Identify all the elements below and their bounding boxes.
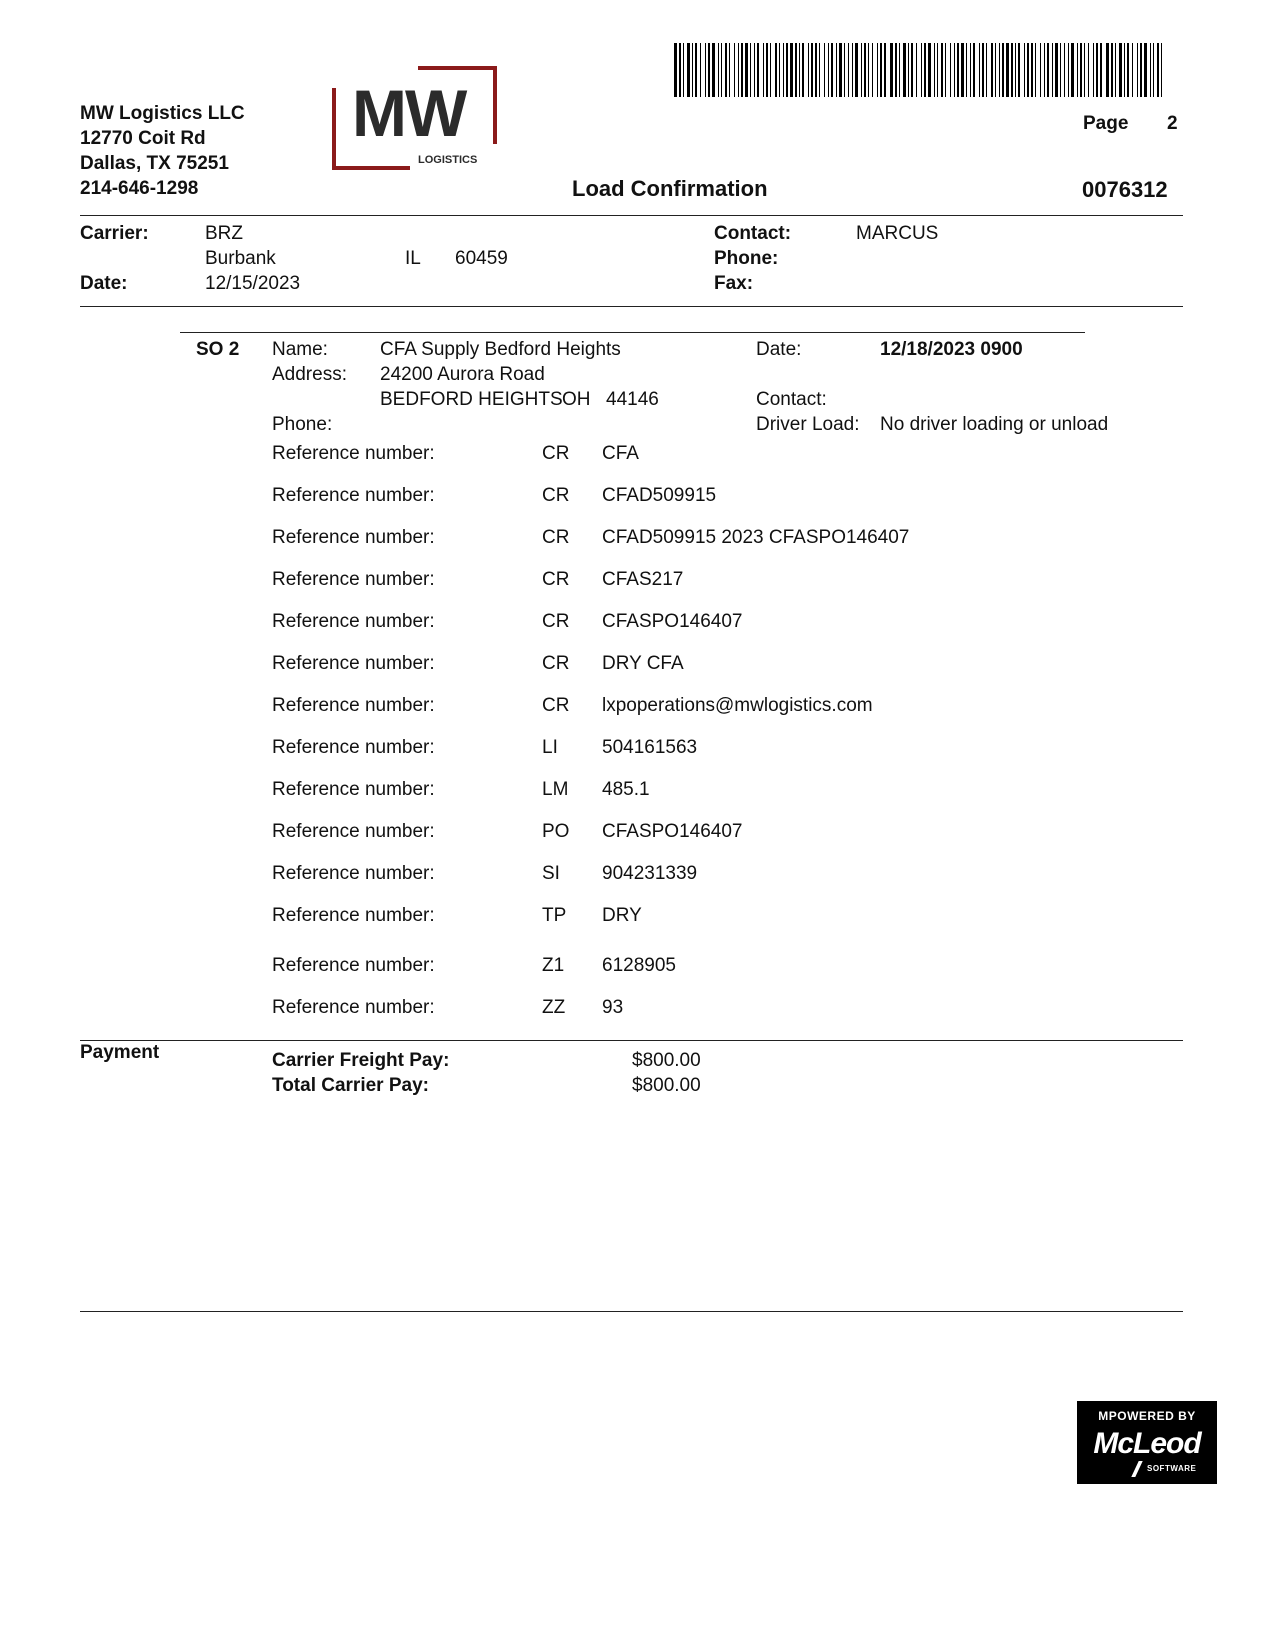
carrier-divider <box>80 306 1183 307</box>
reference-label: Reference number: <box>272 653 435 674</box>
reference-value: 504161563 <box>602 737 698 758</box>
stop-date: 12/18/2023 0900 <box>880 339 1023 360</box>
badge-brand: McLeod <box>1093 1427 1201 1460</box>
stop-date-label: Date: <box>756 339 802 360</box>
reference-label: Reference number: <box>272 527 435 548</box>
reference-label: Reference number: <box>272 695 435 716</box>
reference-value: 6128905 <box>602 955 676 976</box>
reference-label: Reference number: <box>272 569 435 590</box>
stop-name: CFA Supply Bedford Heights <box>380 339 621 360</box>
mcleod-badge <box>1077 1401 1217 1484</box>
reference-label: Reference number: <box>272 611 435 632</box>
stop-address-label: Address: <box>272 364 347 385</box>
stop-address1: 24200 Aurora Road <box>380 364 545 385</box>
reference-code: LM <box>542 779 569 800</box>
driver-load-label: Driver Load: <box>756 414 860 435</box>
stop-name-label: Name: <box>272 339 328 360</box>
reference-code: PO <box>542 821 570 842</box>
reference-label: Reference number: <box>272 905 435 926</box>
carrier-city: Burbank <box>205 248 276 269</box>
reference-value: CFAD509915 2023 CFASPO146407 <box>602 527 910 548</box>
reference-value: 485.1 <box>602 779 650 800</box>
reference-value: 904231339 <box>602 863 698 884</box>
stop-city: BEDFORD HEIGHTS <box>380 389 563 410</box>
badge-slash-icon <box>1131 1461 1142 1477</box>
stop-zip: 44146 <box>606 389 659 410</box>
reference-code: CR <box>542 527 570 548</box>
reference-value: 93 <box>602 997 624 1018</box>
reference-code: CR <box>542 611 570 632</box>
freight-pay-value: $800.00 <box>632 1050 701 1071</box>
reference-code: Z1 <box>542 955 565 976</box>
reference-value: CFASPO146407 <box>602 821 743 842</box>
reference-value: DRY CFA <box>602 653 684 674</box>
reference-code: CR <box>542 485 570 506</box>
page-label: Page <box>1083 113 1129 134</box>
page-number: 2 <box>1167 113 1178 134</box>
reference-label: Reference number: <box>272 955 435 976</box>
total-pay-label: Total Carrier Pay: <box>272 1075 429 1096</box>
document-title: Load Confirmation <box>572 176 768 201</box>
reference-code: CR <box>542 653 570 674</box>
carrier-name: BRZ <box>205 223 243 244</box>
badge-software: SOFTWARE <box>1147 1464 1197 1473</box>
payment-divider <box>80 1040 1183 1041</box>
carrier-date: 12/15/2023 <box>205 273 301 294</box>
stop-contact-label: Contact: <box>756 389 827 410</box>
reference-value: DRY <box>602 905 642 926</box>
carrier-label: Carrier: <box>80 223 149 244</box>
logo-letters: MW <box>352 76 466 150</box>
stop-id: SO 2 <box>196 339 240 360</box>
barcode-image <box>674 43 1162 97</box>
reference-label: Reference number: <box>272 821 435 842</box>
reference-label: Reference number: <box>272 443 435 464</box>
freight-pay-label: Carrier Freight Pay: <box>272 1050 450 1071</box>
reference-value: CFAS217 <box>602 569 684 590</box>
reference-value: lxpoperations@mwlogistics.com <box>602 695 873 716</box>
footer-divider <box>80 1311 1183 1312</box>
reference-label: Reference number: <box>272 485 435 506</box>
contact-value: MARCUS <box>856 223 939 244</box>
stop-state: OH <box>562 389 591 410</box>
reference-code: CR <box>542 695 570 716</box>
company-street: 12770 Coit Rd <box>80 128 206 149</box>
fax-label: Fax: <box>714 273 754 294</box>
logo-subtitle: LOGISTICS <box>418 154 478 166</box>
reference-value: CFAD509915 <box>602 485 717 506</box>
reference-code: SI <box>542 863 560 884</box>
carrier-date-label: Date: <box>80 273 128 294</box>
badge-powered-by: MPOWERED BY <box>1098 1409 1196 1423</box>
phone-label: Phone: <box>714 248 779 269</box>
company-name: MW Logistics LLC <box>80 103 245 124</box>
stop-phone-label: Phone: <box>272 414 333 435</box>
reference-code: CR <box>542 443 570 464</box>
stop-divider <box>180 332 1085 333</box>
reference-value: CFA <box>602 443 639 464</box>
reference-code: LI <box>542 737 558 758</box>
reference-label: Reference number: <box>272 997 435 1018</box>
reference-value: CFASPO146407 <box>602 611 743 632</box>
total-pay-value: $800.00 <box>632 1075 701 1096</box>
contact-label: Contact: <box>714 223 792 244</box>
company-logo <box>332 66 497 170</box>
reference-code: CR <box>542 569 570 590</box>
reference-label: Reference number: <box>272 737 435 758</box>
reference-label: Reference number: <box>272 779 435 800</box>
driver-load-value: No driver loading or unload <box>880 414 1109 435</box>
reference-label: Reference number: <box>272 863 435 884</box>
company-block <box>80 101 245 201</box>
payment-label: Payment <box>80 1042 160 1063</box>
carrier-zip: 60459 <box>455 248 508 269</box>
company-phone: 214-646-1298 <box>80 178 199 199</box>
carrier-state: IL <box>405 248 421 269</box>
reference-code: ZZ <box>542 997 566 1018</box>
load-number: 0076312 <box>1082 177 1168 202</box>
header-divider <box>80 215 1183 216</box>
reference-code: TP <box>542 905 567 926</box>
company-city: Dallas, TX 75251 <box>80 153 229 174</box>
